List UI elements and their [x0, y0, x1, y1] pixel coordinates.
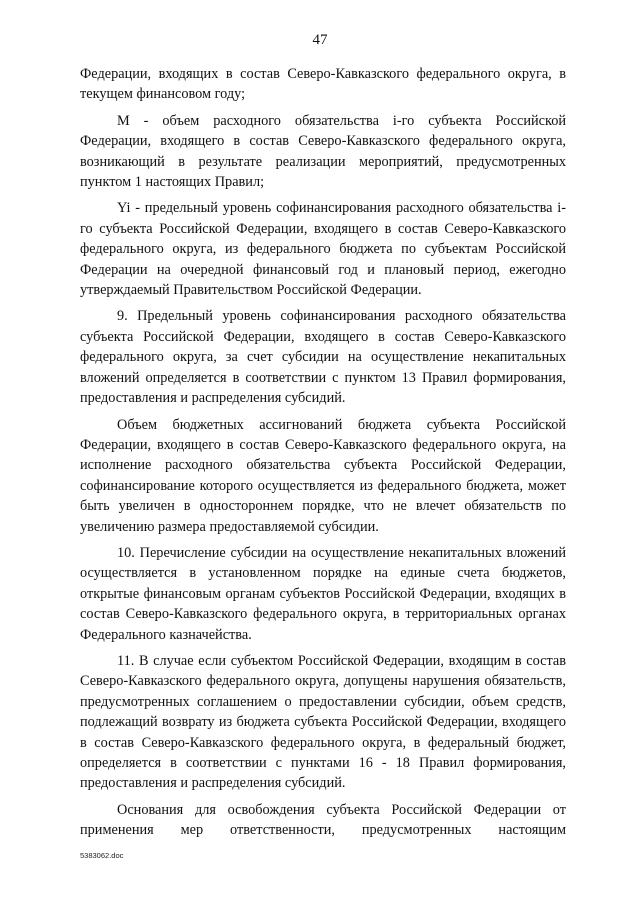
- paragraph-definition-yi: Yi - предельный уровень софинансирования расходного обязательства i-го субъекта Российской Федерации, входящего в состав Северо-Кавказского федерального округа, из федерального бюджета по субъектам Российской Федерации на очередной финансовый год и плановый период, ежегодно утверждаемый Правительством Российской Федерации.: [80, 200, 566, 299]
- paragraph-item-10: 10. Перечисление субсидии на осуществление некапитальных вложений осуществляется в установленном порядке на единые счета бюджетов, открытые финансовым органам субъектов Российской Федерации, входящих в состав Северо-Кавказского федерального округа, в территориальных органах Федерального казначейства.: [80, 544, 566, 643]
- paragraph-item-9: 9. Предельный уровень софинансирования расходного обязательства субъекта Российской Федерации, входящего в состав Северо-Кавказского федерального округа, за счет субсидии на осуществление некапитальных вложений определяется в соответствии с пунктом 13 Правил формирования, предоставления и распределения субсидий.: [80, 308, 566, 407]
- paragraph-continuation: Федерации, входящих в состав Северо-Кавказского федерального округа, в текущем финансовом году;: [80, 66, 566, 103]
- paragraph-budget-allocations: Объем бюджетных ассигнований бюджета субъекта Российской Федерации, входящего в состав Северо-Кавказского федерального округа, на исполнение расходного обязательства субъекта Российской Федерации, софинансирование которого осуществляется из федерального бюджета, может быть увеличен в одностороннем порядке, что не влечет обязательств по увеличению размера предоставляемой субсидии.: [80, 416, 566, 535]
- page-number: 47: [312, 32, 328, 48]
- paragraph-definition-m: M - объем расходного обязательства i-го субъекта Российской Федерации, входящего в состав Северо-Кавказского федерального округа, возникающий в результате реализации мероприятий, предусмотренных пунктом 1 настоящих Правил;: [80, 112, 566, 191]
- paragraph-item-11: 11. В случае если субъектом Российской Федерации, входящим в состав Северо-Кавказского федерального округа, допущены нарушения обязательств, предусмотренных соглашением о предоставлении субсидии, объем средств, подлежащий возврату из бюджета субъекта Российской Федерации, входящего в состав Северо-Кавказского федерального округа, в федеральный бюджет, определяется в соответствии с пунктами 16 - 18 Правил формирования, предоставления и распределения субсидий.: [80, 652, 566, 792]
- document-body: [80, 64, 566, 841]
- paragraph-grounds-exemption: Основания для освобождения субъекта Российской Федерации от применения мер ответственности, предусмотренных настоящим: [80, 801, 566, 839]
- footer-file-name: 5383062.doc: [80, 851, 124, 860]
